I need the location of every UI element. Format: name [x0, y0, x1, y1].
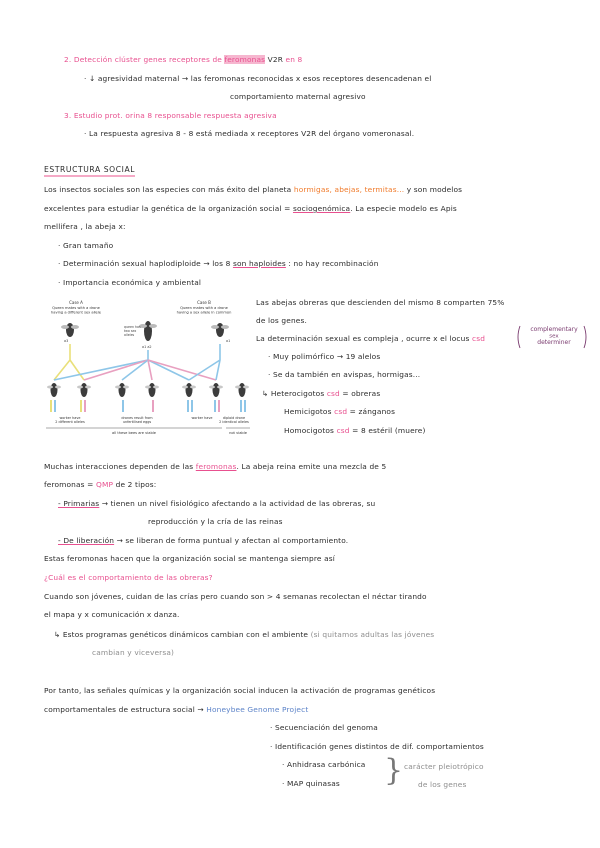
- case-a-title: Case A: [69, 300, 83, 305]
- underlined-term: - De liberación: [58, 536, 115, 545]
- text: : no hay recombinación: [288, 259, 379, 268]
- note-line: Por tanto, las señales químicas y la organización social inducen la activación de programas genéticos: [44, 686, 436, 695]
- svg-text:a1: a1: [226, 339, 231, 343]
- text: Homocigotos: [284, 426, 335, 435]
- gene-term: csd: [336, 426, 350, 435]
- text: = zánganos: [349, 407, 396, 416]
- note-line: [44, 480, 156, 490]
- workers-label-b: worker have: [191, 416, 213, 420]
- text: y son modelos: [406, 185, 463, 194]
- note-text: sex: [549, 333, 559, 340]
- heading-text: en 8: [285, 55, 303, 64]
- gene-term: csd: [471, 334, 486, 343]
- queen-label: two sex: [124, 329, 137, 333]
- aside: de los genes: [418, 780, 467, 789]
- underlined-term: sociogenómica: [292, 204, 351, 213]
- brace-icon: }: [384, 753, 404, 788]
- text: ↳ Estos programas genéticos dinámicos cambian con el ambiente: [54, 630, 309, 639]
- text: · Determinación sexual haplodiploide → los 8: [58, 259, 231, 268]
- acronym: QMP: [96, 480, 114, 489]
- note-line: comportamiento maternal agresivo: [230, 92, 366, 101]
- aside: cambian y viceversa): [92, 648, 175, 657]
- note-line: [284, 426, 426, 436]
- bullet: · Importancia económica y ambiental: [58, 278, 202, 287]
- text: comportamentales de estructura social →: [44, 705, 204, 714]
- text: Los insectos sociales son las especies con más éxito del planeta: [44, 185, 292, 194]
- diploid-label: 2 identical alleles: [219, 420, 249, 424]
- note-line: Las abejas obreras que descienden del mismo 8 comparten 75%: [256, 298, 505, 307]
- note-line: [44, 204, 457, 214]
- text: . La especie modelo es Apis: [350, 204, 457, 213]
- note-line: [44, 705, 308, 715]
- project-name: Honeybee Genome Project: [206, 705, 309, 714]
- text: Muchas interacciones dependen de las: [44, 462, 194, 471]
- not-viable-label: not viable: [229, 431, 247, 435]
- complementary-note: [514, 322, 590, 352]
- note-line: mellifera , la abeja x:: [44, 222, 126, 231]
- sex-determination-figure: [44, 298, 252, 438]
- case-a-sub: Queen mates with a drone: [52, 306, 100, 310]
- note-line: [64, 55, 302, 65]
- highlighted-term: feromonas: [195, 462, 237, 471]
- note-text: determiner: [537, 339, 571, 346]
- queen-label: queen has: [124, 325, 141, 329]
- text: ↳ Heterocigotos: [262, 389, 325, 398]
- text: → se liberan de forma puntual y afectan al comportamiento.: [116, 536, 349, 545]
- bullet: · MAP quinasas: [282, 779, 340, 788]
- case-b-sub: Queen mates with a drone: [180, 306, 228, 310]
- highlighted-term: feromonas: [224, 55, 266, 64]
- text: → tienen un nivel fisiológico afectando a la actividad de las obreras, su: [101, 499, 376, 508]
- note-text: complementary: [530, 326, 578, 333]
- drones-label: drones result from: [121, 416, 153, 420]
- workers-label: 2 different alleles: [55, 420, 85, 424]
- svg-text:a3: a3: [64, 339, 69, 343]
- note-line: · La respuesta agresiva 8 - 8 está mediada x receptores V2R del órgano vomeronasal.: [84, 129, 415, 138]
- note-line: [44, 462, 386, 472]
- text: = obreras: [342, 389, 381, 398]
- note-line: · ↓ agresividad maternal → las feromonas reconocidas x esos receptores desencadenan el: [84, 74, 432, 83]
- note-line: [284, 407, 395, 417]
- drones-label: unfertilised eggs: [122, 420, 152, 424]
- gene-term: csd: [334, 407, 348, 416]
- bullet: · Identificación genes distintos de dif. comportamientos: [270, 742, 484, 751]
- case-b-sub: having a sex allele in common: [176, 310, 232, 315]
- note-line: [54, 630, 434, 640]
- highlighted-term: hormigas, abejas, termitas...: [293, 185, 405, 194]
- text: Hemicigotos: [284, 407, 332, 416]
- text: La determinación sexual es compleja , ocurre x el locus: [256, 334, 470, 343]
- bullet: [58, 259, 379, 269]
- workers-label: worker have: [59, 416, 81, 420]
- aside: (si quitamos adultas las jóvenes: [310, 630, 435, 639]
- bullet: [58, 499, 375, 509]
- note-line: [262, 389, 380, 399]
- underlined-term: son haploides: [232, 259, 286, 268]
- question: ¿Cuál es el comportamiento de las obreras?: [44, 573, 213, 582]
- diploid-label: diploid drone: [222, 416, 246, 420]
- bullet: · Secuenciación del genoma: [270, 723, 378, 732]
- text: de 2 tipos:: [115, 480, 157, 489]
- bullet: · Gran tamaño: [58, 241, 114, 250]
- aside: carácter pleiotrópico: [404, 762, 484, 771]
- note-line: [44, 185, 462, 195]
- term: V2R: [267, 55, 284, 64]
- text: feromonas =: [44, 480, 94, 489]
- note-line: de los genes.: [256, 316, 307, 325]
- note-line: el mapa y x comunicación x danza.: [44, 610, 180, 619]
- svg-text:a1 a2: a1 a2: [142, 345, 152, 349]
- bullet: · Se da también en avispas, hormigas...: [268, 370, 421, 379]
- gene-term: csd: [326, 389, 340, 398]
- text: = 8 estéril (muere): [352, 426, 426, 435]
- queen-label: alleles: [124, 333, 135, 337]
- note-line: Cuando son jóvenes, cuidan de las crías pero cuando son > 4 semanas recolectan el néctar tirando: [44, 592, 427, 601]
- section-heading: ESTRUCTURA SOCIAL: [44, 165, 135, 177]
- heading-text: 2. Detección clúster genes receptores de: [64, 55, 222, 64]
- note-line: [256, 334, 485, 344]
- note-line: 3. Estudio prot. orina 8 responsable respuesta agresiva: [64, 111, 277, 120]
- note-line: Estas feromonas hacen que la organización social se mantenga siempre así: [44, 554, 335, 563]
- text: . La abeja reina emite una mezcla de 5: [236, 462, 387, 471]
- bullet: · Anhidrasa carbónica: [282, 760, 366, 769]
- bullet: · Muy polimórfico → 19 alelos: [268, 352, 381, 361]
- viable-label: all these bees are viable: [112, 431, 156, 435]
- bullet: [58, 536, 348, 546]
- case-a-sub: having a different sex allele: [51, 310, 101, 315]
- note-line: reproducción y la cría de las reinas: [148, 517, 283, 526]
- underlined-term: - Primarias: [58, 499, 100, 508]
- text: excelentes para estudiar la genética de la organización social =: [44, 204, 291, 213]
- case-b-title: Case B: [197, 300, 211, 305]
